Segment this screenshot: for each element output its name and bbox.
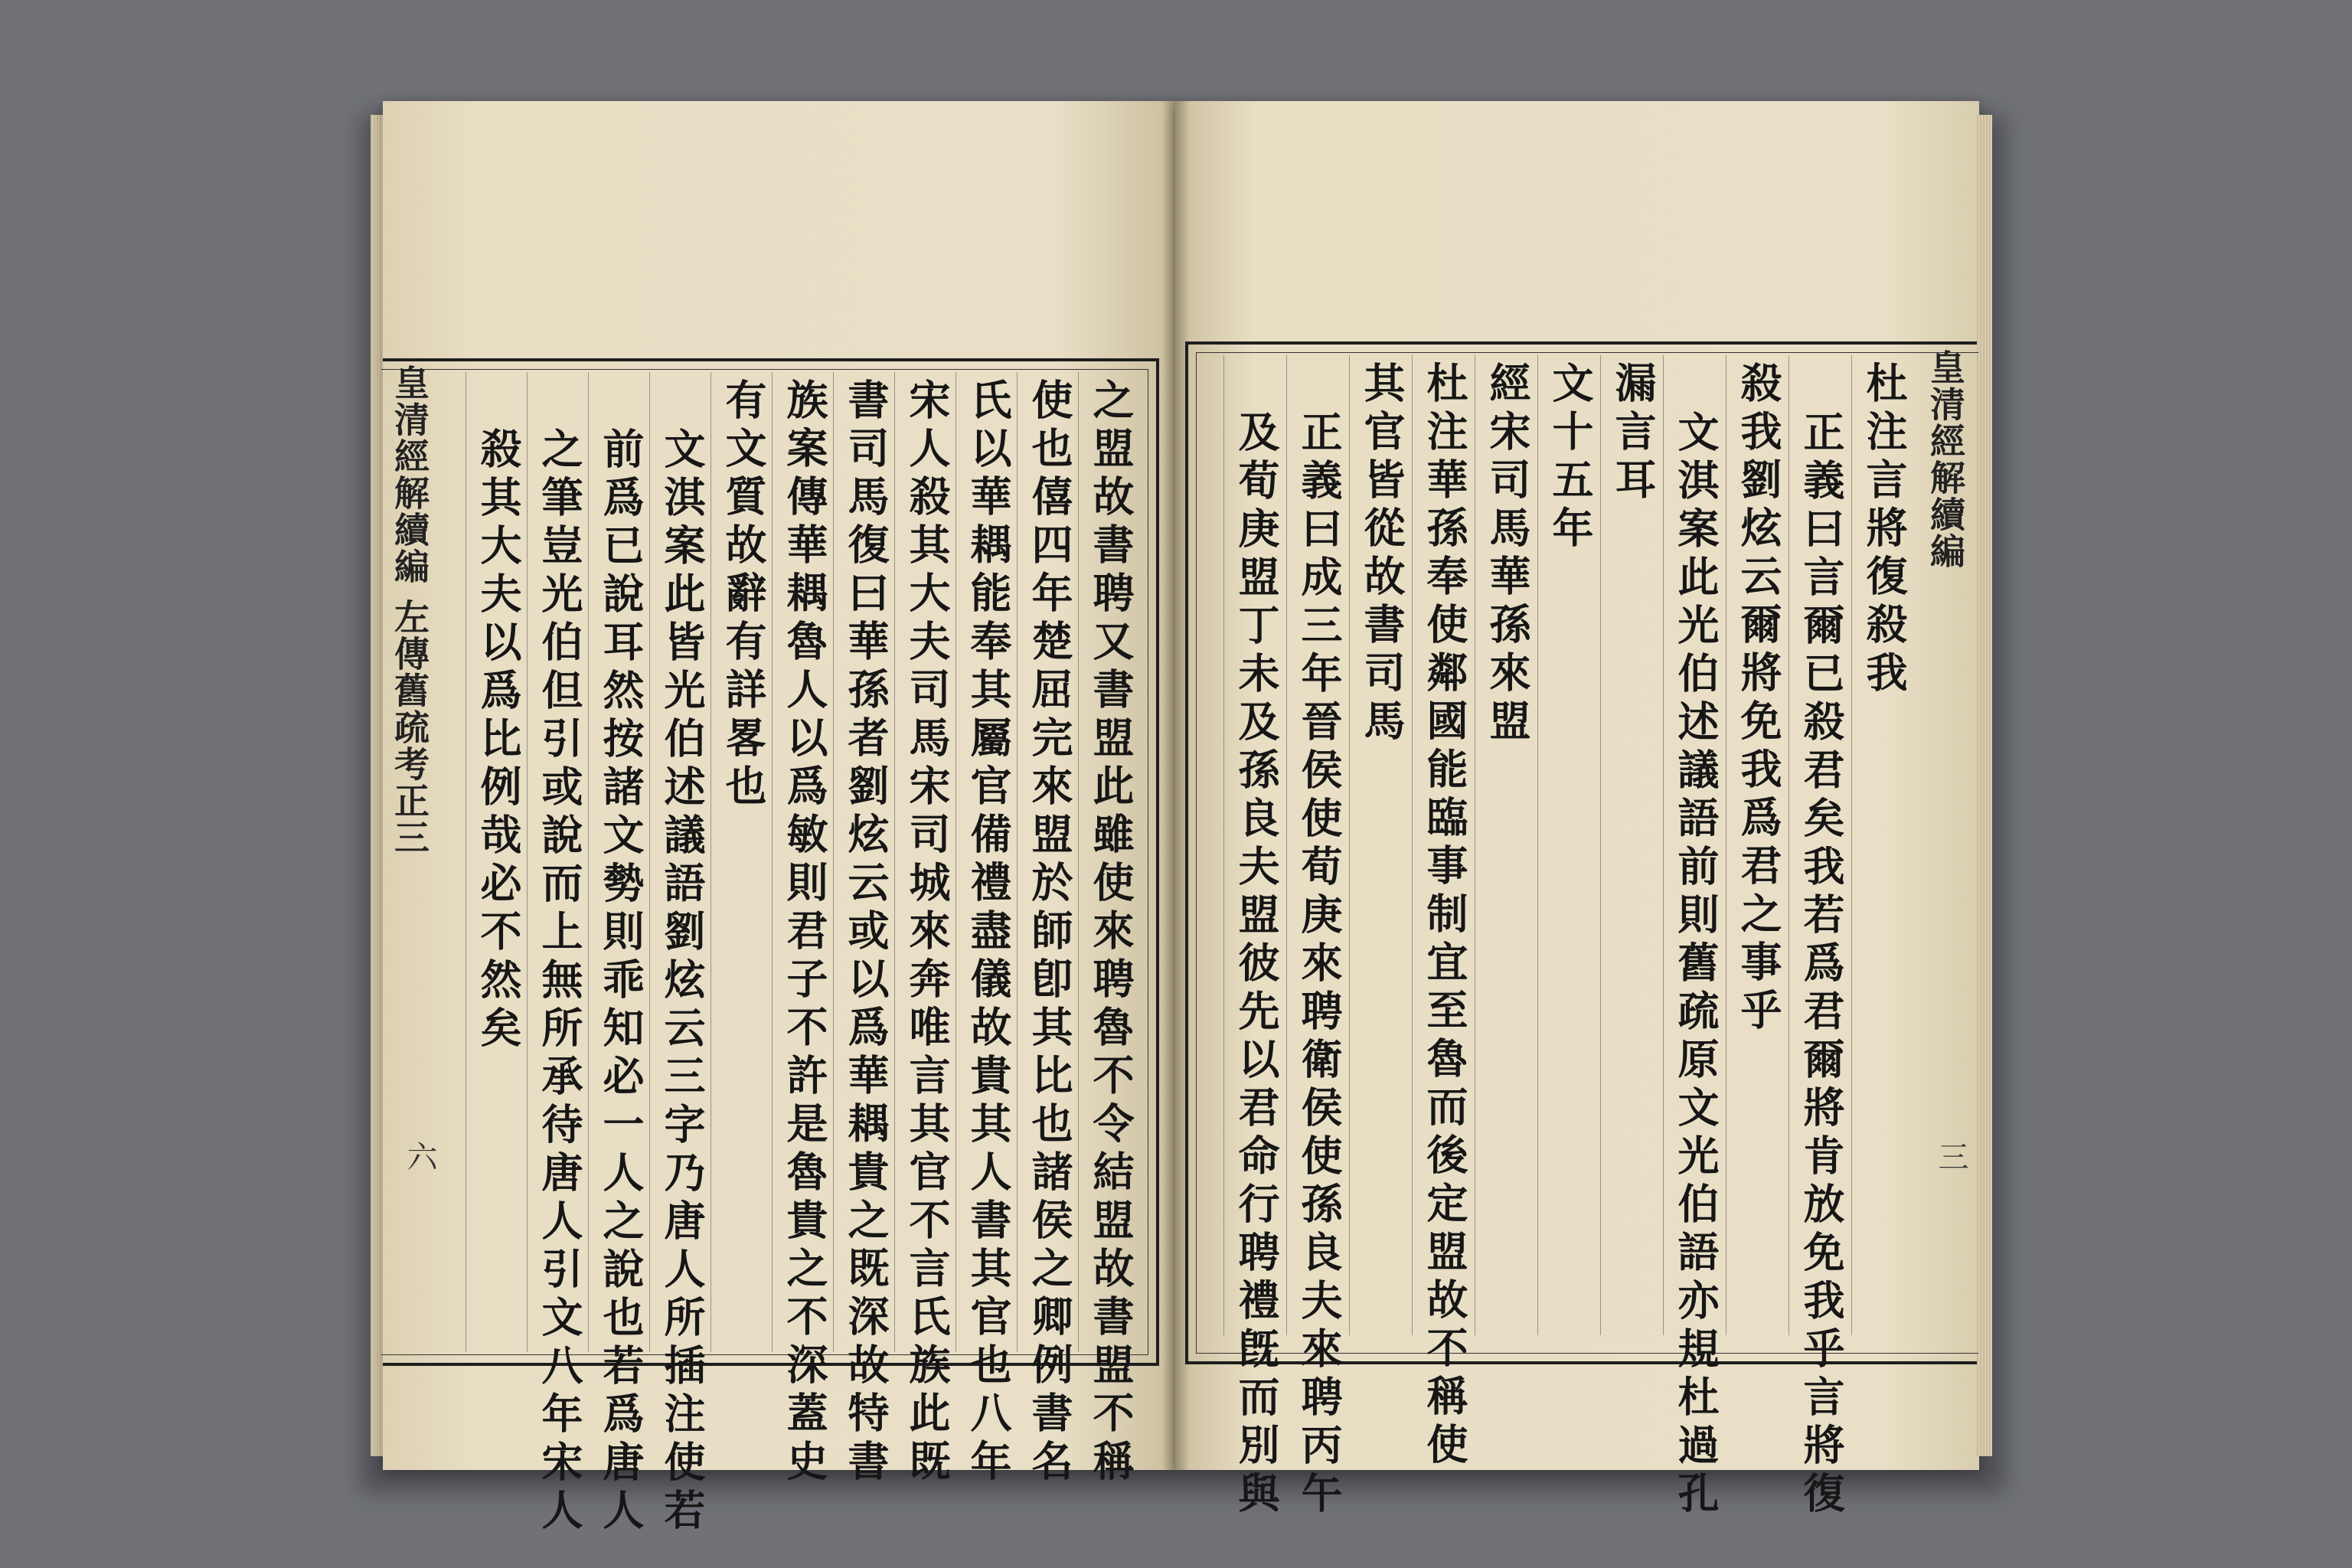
column-text: 正義曰成三年晉侯使荀庚來聘衛侯使孫良夫來聘丙午 <box>1295 410 1344 1520</box>
column-text: 宋人殺其大夫司馬宋司城來奔唯言其官不言氏族此既 <box>903 378 952 1488</box>
left-book-title: 皇清經解續編 <box>389 364 430 585</box>
text-column <box>1798 410 1845 1520</box>
column-rule <box>1412 355 1413 1335</box>
column-text: 及荀庚盟丁未及孫良夫盟彼先以君命行聘禮旣而別與 <box>1232 410 1281 1520</box>
column-text: 之盟故書聘又書盟此雖使來聘魯不令結盟故書盟不稱 <box>1086 378 1135 1488</box>
left-section-title: 左傳舊疏考正三 <box>389 599 430 856</box>
text-column <box>1672 410 1720 1520</box>
column-text: 之筆豈光伯但引或說而上無所承待唐人引文八年宋人 <box>535 427 584 1537</box>
text-column <box>1860 361 1908 699</box>
column-rule <box>833 372 834 1352</box>
text-column <box>1026 378 1073 1488</box>
column-text: 文十五年 <box>1546 361 1595 554</box>
column-rule <box>1078 372 1079 1352</box>
text-column <box>1735 361 1782 1037</box>
column-text: 漏言耳 <box>1609 361 1658 506</box>
text-column <box>842 378 890 1488</box>
column-text: 使也僖四年楚屈完來盟於師卽其比也諸侯之卿例書名 <box>1025 378 1074 1488</box>
column-text: 書司馬復曰華孫者劉炫云或以爲華耦貴之既深故特書 <box>841 378 890 1488</box>
text-column <box>475 427 522 1054</box>
text-column <box>1609 361 1657 506</box>
column-text: 正義曰言爾已殺君矣我若爲君爾將肯放免我乎言將復 <box>1797 410 1846 1520</box>
column-rule <box>588 372 589 1352</box>
column-rule <box>1537 355 1538 1335</box>
text-column <box>1421 361 1468 1471</box>
column-text: 殺其大夫以爲比例哉必不然矣 <box>474 427 523 1054</box>
column-rule <box>1223 355 1224 1335</box>
left-text-frame <box>383 358 1159 1537</box>
column-text: 其官皆從故書司馬 <box>1357 361 1406 747</box>
column-text: 經宋司馬華孫來盟 <box>1483 361 1532 747</box>
text-column <box>1233 410 1280 1520</box>
column-rule <box>1286 355 1287 1335</box>
right-book-title: 皇清經解續編 <box>1925 349 1966 570</box>
text-column <box>597 427 645 1537</box>
column-rule <box>527 372 528 1352</box>
column-rule <box>1663 355 1664 1335</box>
right-margin-title <box>1922 349 1969 570</box>
column-text: 有文質故辭有詳畧也 <box>719 378 768 812</box>
column-rule <box>1349 355 1350 1335</box>
column-text: 杜注華孫奉使鄰國能臨事制宜至魯而後定盟故不稱使 <box>1420 361 1469 1471</box>
column-rule <box>1851 355 1852 1335</box>
column-rule <box>1600 355 1601 1335</box>
column-text: 族案傳華耦魯人以爲敏則君子不許是魯貴之不深蓋史 <box>780 378 829 1488</box>
column-text: 氏以華耦能奉其屬官備禮盡儀故貴其人書其官也八年 <box>964 378 1013 1488</box>
text-column <box>1295 410 1343 1520</box>
text-column <box>1547 361 1594 554</box>
left-folio: 六 <box>402 1141 437 1171</box>
text-column <box>781 378 828 1488</box>
column-text: 殺我劉炫云爾將免我爲君之事乎 <box>1734 361 1783 1037</box>
text-column <box>903 378 951 1488</box>
text-column <box>658 427 706 1537</box>
column-text: 文淇案此光伯述議語前則舊疏原文光伯語亦規杜過孔 <box>1671 410 1720 1520</box>
right-folio: 三 <box>1933 1141 1968 1171</box>
column-text: 文淇案此皆光伯述議語劉炫云三字乃唐人所插注使若 <box>658 427 707 1537</box>
column-rule <box>1788 355 1789 1335</box>
column-rule <box>894 372 895 1352</box>
text-column <box>720 378 767 812</box>
column-text: 前爲已說耳然按諸文勢則乖知必一人之說也若爲唐人 <box>596 427 645 1537</box>
right-text-frame <box>1185 341 1977 1520</box>
text-column <box>536 427 583 1537</box>
text-column <box>1358 361 1406 747</box>
text-column <box>1484 361 1531 747</box>
column-rule <box>710 372 711 1352</box>
text-column <box>965 378 1012 1488</box>
column-rule <box>1017 372 1018 1352</box>
text-column <box>1087 378 1135 1488</box>
column-rule <box>649 372 650 1352</box>
column-text: 杜注言將復殺我 <box>1860 361 1909 699</box>
left-margin-title <box>386 364 433 856</box>
column-rule <box>772 372 773 1352</box>
